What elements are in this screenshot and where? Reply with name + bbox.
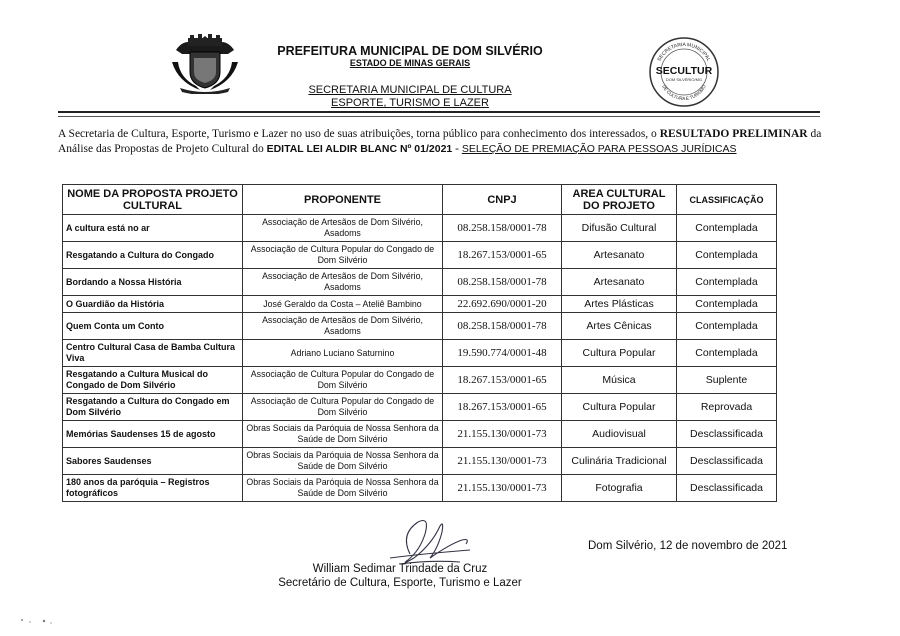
signer-role: Secretário de Cultura, Esporte, Turismo e Lazer — [278, 577, 522, 589]
row-area: Fotografia — [562, 475, 677, 502]
secultur-seal — [648, 36, 720, 108]
row-cnpj: 08.258.158/0001-78 — [443, 215, 562, 242]
row-area: Música — [562, 367, 677, 394]
row-proponente: Obras Sociais da Paróquia de Nossa Senhora da Saúde de Dom Silvério — [243, 421, 443, 448]
row-classificacao: Desclassificada — [677, 475, 777, 502]
table-row — [63, 340, 777, 367]
row-proponente: José Geraldo da Costa – Ateliê Bambino — [243, 296, 443, 313]
row-cnpj: 18.267.153/0001-65 — [443, 242, 562, 269]
seal-top-text: SECRETARIA MUNICIPAL — [656, 41, 712, 63]
header-classificacao: CLASSIFICAÇÃO — [677, 185, 777, 215]
row-area: Cultura Popular — [562, 340, 677, 367]
row-nome: Resgatando a Cultura do Congado em Dom Silvério — [63, 394, 243, 421]
intro-selection-label: SELEÇÃO DE PREMIAÇÃO PARA PESSOAS JURÍDICAS — [461, 142, 737, 155]
row-cnpj: 08.258.158/0001-78 — [443, 313, 562, 340]
row-proponente: Obras Sociais da Paróquia de Nossa Senhora da Saúde de Dom Silvério — [243, 475, 443, 502]
row-classificacao: Desclassificada — [677, 448, 777, 475]
table-header-row — [63, 185, 777, 215]
header-area: AREA CULTURAL DO PROJETO — [562, 185, 677, 215]
table-row — [63, 475, 777, 502]
row-cnpj: 21.155.130/0001-73 — [443, 448, 562, 475]
table-row — [63, 448, 777, 475]
table-row — [63, 242, 777, 269]
row-area: Artes Cênicas — [562, 313, 677, 340]
row-nome: A cultura está no ar — [63, 215, 243, 242]
intro-edital-label: EDITAL LEI ALDIR BLANC Nº 01/2021 — [266, 142, 453, 155]
row-cnpj: 08.258.158/0001-78 — [443, 269, 562, 296]
row-nome: Memórias Saudenses 15 de agosto — [63, 421, 243, 448]
row-classificacao: Contemplada — [677, 340, 777, 367]
header-divider-thin — [58, 116, 820, 117]
row-classificacao: Contemplada — [677, 269, 777, 296]
row-nome: Resgatando a Cultura Musical do Congado de Dom Silvério — [63, 367, 243, 394]
table-row — [63, 421, 777, 448]
scan-artifact — [18, 612, 58, 626]
row-area: Artesanato — [562, 242, 677, 269]
municipal-coat-of-arms — [170, 32, 240, 94]
municipality-title: PREFEITURA MUNICIPAL DE DOM SILVÉRIO — [277, 44, 543, 58]
row-cnpj: 22.692.690/0001-20 — [443, 296, 562, 313]
table-row — [63, 367, 777, 394]
row-classificacao: Contemplada — [677, 215, 777, 242]
row-area: Culinária Tradicional — [562, 448, 677, 475]
row-cnpj: 21.155.130/0001-73 — [443, 475, 562, 502]
header-divider — [58, 111, 820, 113]
intro-text-2: da Análise das Propostas de Projeto Cultural do — [58, 128, 822, 155]
row-area: Cultura Popular — [562, 394, 677, 421]
row-classificacao: Contemplada — [677, 313, 777, 340]
row-proponente: Associação de Artesãos de Dom Silvério, Asadoms — [243, 215, 443, 242]
header-nome: NOME DA PROPOSTA PROJETO CULTURAL — [63, 185, 243, 215]
row-proponente: Associação de Cultura Popular do Congado de Dom Silvério — [243, 394, 443, 421]
row-nome: Quem Conta um Conto — [63, 313, 243, 340]
seal-sub-text: DOM SILVÉRIO/MG — [665, 77, 703, 82]
secretaria-line-2: ESPORTE, TURISMO E LAZER — [331, 97, 489, 109]
table-row — [63, 313, 777, 340]
row-nome: Centro Cultural Casa de Bamba Cultura Viva — [63, 340, 243, 367]
table-row — [63, 269, 777, 296]
table-row — [63, 215, 777, 242]
intro-text-3: - — [452, 142, 462, 155]
signer-name: William Sedimar Trindade da Cruz — [312, 563, 488, 575]
row-proponente: Obras Sociais da Paróquia de Nossa Senhora da Saúde de Dom Silvério — [243, 448, 443, 475]
seal-main-text: SECULTUR — [655, 65, 713, 77]
header-cnpj: CNPJ — [443, 185, 562, 215]
row-classificacao: Desclassificada — [677, 421, 777, 448]
header-proponente: PROPONENTE — [243, 185, 443, 215]
row-cnpj: 18.267.153/0001-65 — [443, 394, 562, 421]
row-proponente: Adriano Luciano Saturnino — [243, 340, 443, 367]
row-proponente: Associação de Cultura Popular do Congado de Dom Silvério — [243, 367, 443, 394]
row-cnpj: 19.590.774/0001-48 — [443, 340, 562, 367]
intro-result-label: RESULTADO PRELIMINAR — [659, 128, 808, 140]
intro-text-1: A Secretaria de Cultura, Esporte, Turismo e Lazer no uso de suas atribuições, torna público para conhecimento dos interessados, o — [58, 128, 660, 140]
row-nome: Bordando a Nossa História — [63, 269, 243, 296]
row-cnpj: 18.267.153/0001-65 — [443, 367, 562, 394]
document-date: Dom Silvério, 12 de novembro de 2021 — [588, 540, 788, 552]
row-nome: Sabores Saudenses — [63, 448, 243, 475]
row-proponente: Associação de Artesãos de Dom Silvério, Asadoms — [243, 269, 443, 296]
row-classificacao: Contemplada — [677, 242, 777, 269]
results-table — [62, 184, 777, 502]
row-classificacao: Contemplada — [677, 296, 777, 313]
row-area: Audiovisual — [562, 421, 677, 448]
seal-bottom-text: DE CULTURA E TURISMO — [661, 84, 707, 102]
table-row — [63, 394, 777, 421]
row-area: Artesanato — [562, 269, 677, 296]
row-area: Artes Plásticas — [562, 296, 677, 313]
intro-paragraph — [58, 127, 828, 156]
row-area: Difusão Cultural — [562, 215, 677, 242]
secretaria-line-1: SECRETARIA MUNICIPAL DE CULTURA — [308, 84, 512, 96]
row-proponente: Associação de Cultura Popular do Congado de Dom Silvério — [243, 242, 443, 269]
row-proponente: Associação de Artesãos de Dom Silvério, Asadoms — [243, 313, 443, 340]
row-cnpj: 21.155.130/0001-73 — [443, 421, 562, 448]
row-nome: 180 anos da paróquia – Registros fotográficos — [63, 475, 243, 502]
row-classificacao: Reprovada — [677, 394, 777, 421]
state-name: ESTADO DE MINAS GERAIS — [349, 58, 471, 68]
row-nome: Resgatando a Cultura do Congado — [63, 242, 243, 269]
row-nome: O Guardião da História — [63, 296, 243, 313]
row-classificacao: Suplente — [677, 367, 777, 394]
svg-text:DE CULTURA E TURISMO — [661, 84, 707, 101]
table-row — [63, 296, 777, 313]
